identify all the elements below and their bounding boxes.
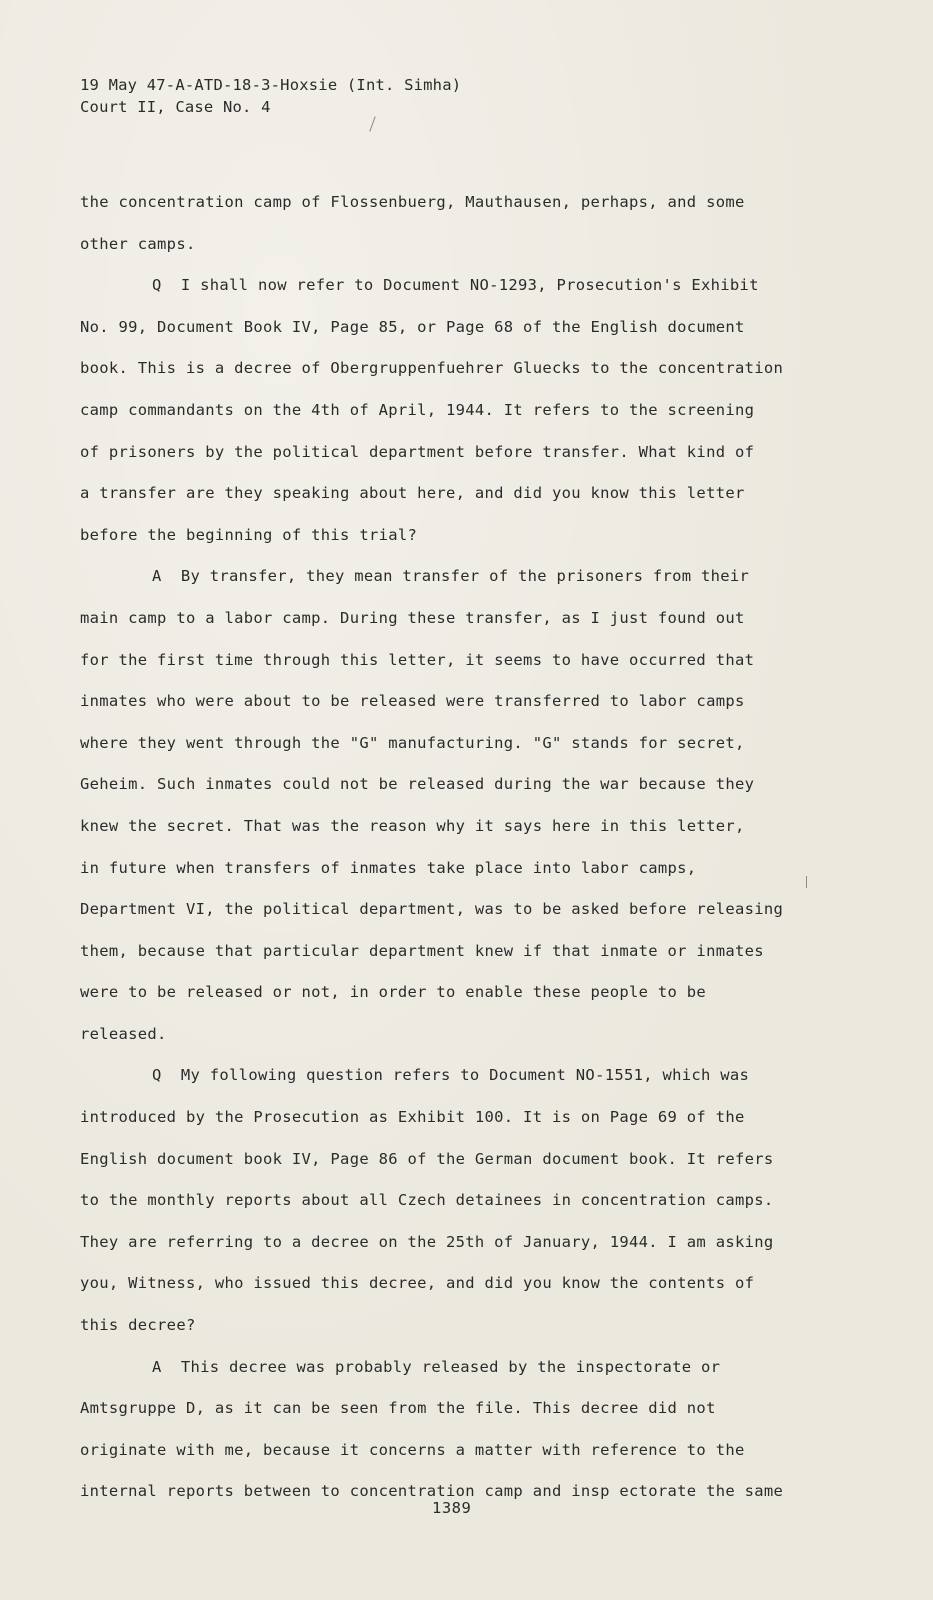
text-line: in future when transfers of inmates take place into labor camps, — [80, 858, 697, 877]
text-line: They are referring to a decree on the 25th of January, 1944. I am asking — [80, 1232, 774, 1251]
pen-mark — [806, 876, 807, 888]
header-line-2: Court II, Case No. 4 — [80, 98, 271, 116]
text-line: released. — [80, 1024, 167, 1043]
pen-mark — [369, 116, 375, 131]
text-line: book. This is a decree of Obergruppenfuehrer Gluecks to the concentration — [80, 359, 784, 378]
text-line: for the first time through this letter, it seems to have occurred that — [80, 650, 755, 669]
text-line: of prisoners by the political department before transfer. What kind of — [80, 442, 755, 461]
header-line-1: 19 May 47-A-ATD-18-3-Hoxsie (Int. Simha) — [80, 76, 462, 94]
text-line: camp commandants on the 4th of April, 1944. It refers to the screening — [80, 400, 755, 419]
text-line: where they went through the "G" manufacturing. "G" stands for secret, — [80, 733, 745, 752]
text-line: the concentration camp of Flossenbuerg, Mauthausen, perhaps, and some — [80, 193, 745, 211]
text-line: were to be released or not, in order to enable these people to be — [80, 983, 707, 1002]
text-line: knew the secret. That was the reason why it says here in this letter, — [80, 816, 745, 835]
document-header — [80, 74, 461, 118]
page-number: 1389 — [432, 1499, 472, 1517]
text-line: a transfer are they speaking about here, and did you know this letter — [80, 484, 745, 503]
text-line: this decree? — [80, 1316, 196, 1335]
text-line: Geheim. Such inmates could not be released during the war because they — [80, 775, 755, 794]
text-line: you, Witness, who issued this decree, and did you know the contents of — [80, 1274, 755, 1293]
question-line: Q I shall now refer to Document NO-1293, Prosecution's Exhibit — [152, 276, 759, 295]
text-line: Department VI, the political department, was to be asked before releasing — [80, 900, 784, 919]
answer-line: A This decree was probably released by the inspectorate or — [152, 1357, 721, 1376]
text-line: No. 99, Document Book IV, Page 85, or Page 68 of the English document — [80, 317, 745, 336]
text-line: inmates who were about to be released were transferred to labor camps — [80, 692, 745, 711]
text-line: English document book IV, Page 86 of the German document book. It refers — [80, 1149, 774, 1168]
text-line: other camps. — [80, 234, 196, 253]
text-line: before the beginning of this trial? — [80, 525, 418, 544]
text-line: main camp to a labor camp. During these transfer, as I just found out — [80, 608, 745, 627]
text-line: them, because that particular department knew if that inmate or inmates — [80, 941, 764, 960]
text-line: to the monthly reports about all Czech detainees in concentration camps. — [80, 1191, 774, 1210]
question-line: Q My following question refers to Document NO-1551, which was — [152, 1066, 750, 1085]
transcript-body — [80, 182, 840, 1513]
text-line: Amtsgruppe D, as it can be seen from the file. This decree did not — [80, 1399, 716, 1418]
text-line: internal reports between to concentration camp and insp ectorate the same — [80, 1482, 784, 1501]
text-line: introduced by the Prosecution as Exhibit 100. It is on Page 69 of the — [80, 1108, 745, 1127]
answer-line: A By transfer, they mean transfer of the prisoners from their — [152, 567, 750, 586]
text-line: originate with me, because it concerns a matter with reference to the — [80, 1440, 745, 1459]
